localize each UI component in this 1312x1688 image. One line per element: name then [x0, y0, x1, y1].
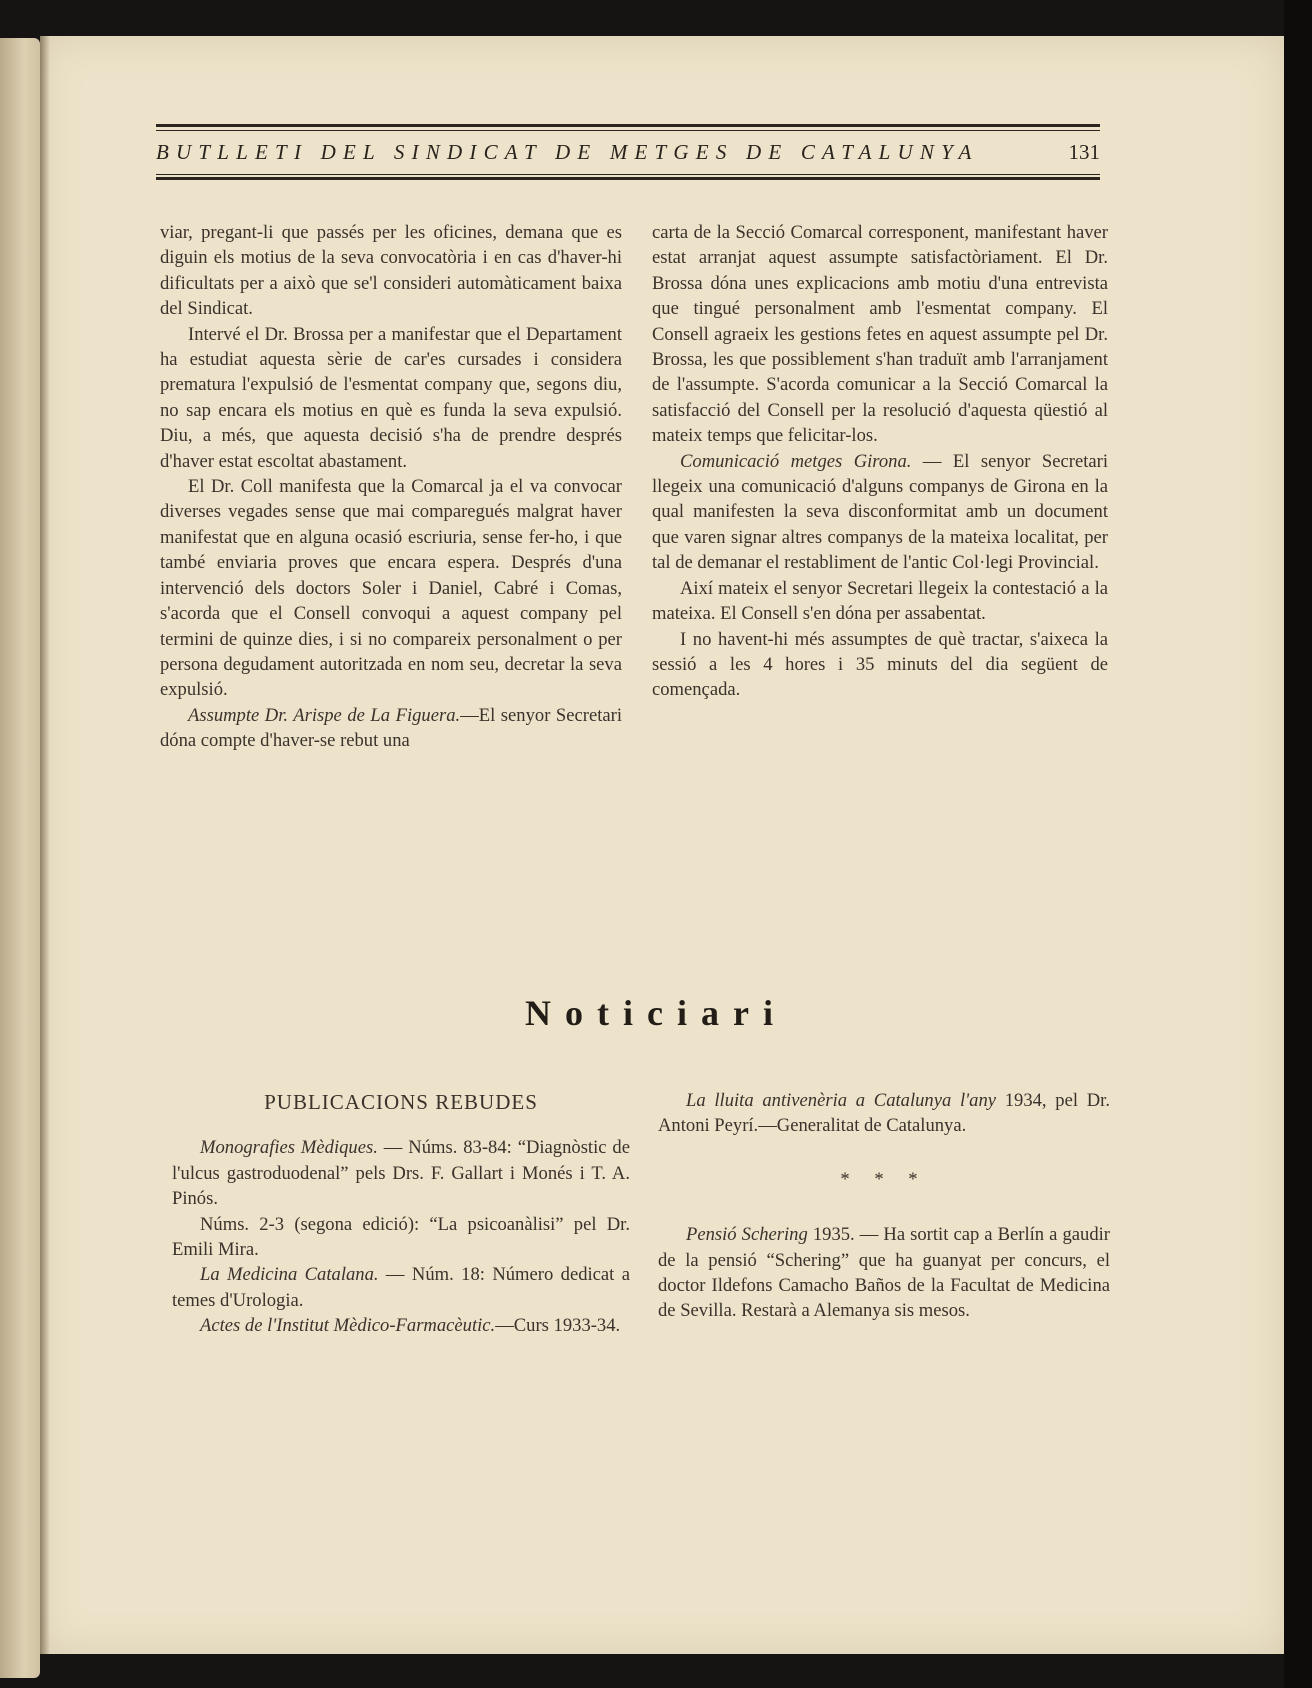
publications-heading: PUBLICACIONS REBUDES [264, 1090, 538, 1114]
publication-item [172, 1135, 630, 1211]
paragraph: carta de la Secció Comarcal corresponent, manifestant haver estat arranjat aquest assumpte satisfactòriament. El Dr. Brossa dóna unes explicacions amb motiu d'una entrevista que tingué personalment amb l'esmentat company. El Consell agraeix les gestions fetes en aquest assumpte pel Dr. Brossa, les que possiblement s'han traduït amb l'arranjament de l'assumpte. S'acorda comunicar a la Secció Comarcal la satisfacció del Consell per la resolució d'aquesta qüestió al mateix temps que felicitar-los. [652, 222, 1108, 447]
item-text: — Núm. 18: Número dedicat a temes d'Urologia. [172, 1264, 630, 1311]
item-title: Comunicació metges Girona. [680, 450, 912, 472]
journal-title: BUTLLETI DEL SINDICAT DE METGES DE CATALUNYA [156, 140, 979, 164]
minutes-column-right [652, 220, 1108, 703]
item-text: 1934, pel Dr. Antoni Peyrí.—Generalitat de Catalunya. [658, 1090, 1110, 1137]
section-separator: * * * [840, 1168, 928, 1190]
item-text: 1935. — Ha sortit cap a Berlín a gaudir de la pensió “Schering” que ha guanyat per concurs, el doctor Ildefons Camacho Baños de la Facultat de Medicina de Sevilla. Restarà a Alemanya sis mesos. [658, 1224, 1110, 1322]
paragraph: Intervé el Dr. Brossa per a manifestar que el Departament ha estudiat aquesta sèrie de car'es cursades i considera prematura l'expulsió de l'esmentat company que, segons diu, no sap encara els motius en què es funda la seva expulsió. Diu, a més, que aquesta decisió s'ha de prendre després d'haver estat escoltat abastament. [160, 323, 622, 472]
item-title: La Medicina Catalana. [200, 1264, 379, 1286]
publication-item: Núms. 2-3 (segona edició): “La psicoanàlisi” pel Dr. Emili Mira. [172, 1213, 630, 1261]
news-item [658, 1222, 1110, 1324]
item-title: Monografies Mèdiques. [200, 1137, 378, 1159]
paragraph: viar, pregant-li que passés per les oficines, demana que es diguin els motius de la seva convocatòria i en cas d'haver-hi dificultats per a això que se'l consideri automàticament baixa del Sindicat. [160, 222, 622, 320]
paragraph: El Dr. Coll manifesta que la Comarcal ja el va convocar diverses vegades sense que mai comparegués malgrat haver manifestat que en alguna ocasió escriuria, sense fer-ho, i que també enviaria proves que encara espera. Després d'una intervenció dels doctors Soler i Daniel, Cabré i Comas, s'acorda que el Consell convoqui a aquest company pel termini de quinze dies, i si no compareix personalment o per persona degudament autoritzada en nom seu, decretar la seva expulsió. [160, 476, 622, 701]
publication-item [172, 1262, 630, 1313]
item-text: —El senyor Secretari dóna compte d'haver-se rebut una [160, 704, 622, 752]
header-rule [156, 177, 1100, 180]
item-text: — Núms. 83-84: “Diagnòstic de l'ulcus gastroduodenal” pels Drs. F. Gallart i Monés i T. A. Pinós. [172, 1137, 630, 1210]
news-column [658, 1088, 1110, 1324]
header-rule [156, 124, 1100, 127]
header-rule [156, 174, 1100, 175]
item-title: Assumpte Dr. Arispe de La Figuera. [188, 704, 461, 726]
paragraph: I no havent-hi més assumptes de què tractar, s'aixeca la sessió a les 4 hores i 35 minuts del dia següent de començada. [652, 628, 1108, 701]
minutes-column-left [160, 220, 622, 754]
running-header [156, 124, 1100, 184]
item-title: Actes de l'Institut Mèdico-Farmacèutic. [200, 1315, 496, 1337]
item-title: Pensió Schering [686, 1224, 808, 1246]
page-number: 131 [1068, 140, 1100, 164]
publications-column [172, 1090, 630, 1339]
facing-page-edge [0, 38, 40, 1678]
publication-item [172, 1313, 630, 1338]
item-title: La lluita antivenèria a Catalunya l'any [686, 1090, 996, 1111]
item-text: — El senyor Secretari llegeix una comunicació d'alguns companys de Girona en la qual manifesten la seva disconformitat amb un document que varen signar altres companys de la mateixa localitat, per tal de demanar el restabliment de l'antic Col·legi Provincial. [652, 450, 1108, 574]
paragraph [160, 703, 622, 754]
news-item [658, 1088, 1110, 1139]
paragraph: Així mateix el senyor Secretari llegeix la contestació a la mateixa. El Consell s'en dóna per assabentat. [652, 577, 1108, 625]
item-text: —Curs 1933-34. [495, 1315, 621, 1337]
right-border [1284, 0, 1312, 1688]
paragraph [652, 449, 1108, 576]
page-spine-shadow [40, 36, 50, 1654]
header-rule [156, 130, 1100, 131]
section-title: Noticiari [525, 993, 787, 1033]
